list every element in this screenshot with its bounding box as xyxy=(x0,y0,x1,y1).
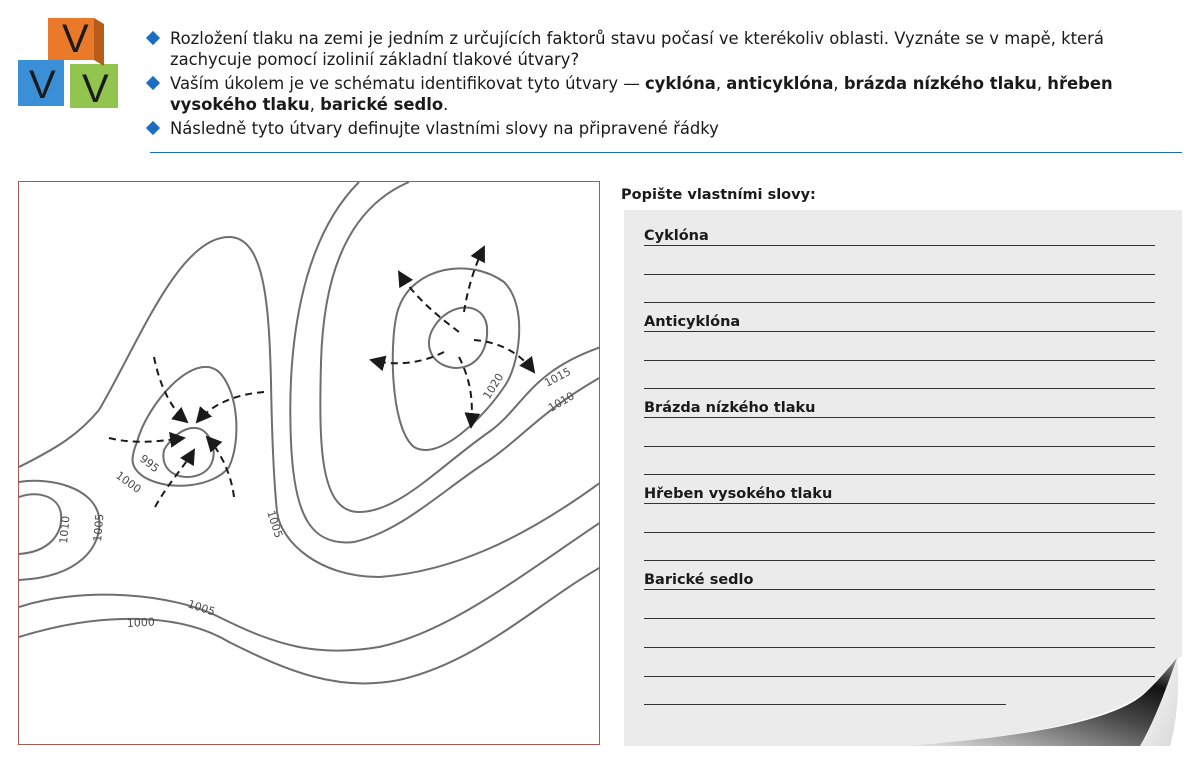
isobar-label-1000: 1000 xyxy=(113,468,144,496)
instruction-2: Vaším úkolem je ve schématu identifikovat tyto útvary — cyklóna, anticyklóna, brázda nízkého tlaku, hřeben vysokého tlaku, barické sedlo. xyxy=(146,73,1186,115)
term-ridge: hřeben vysokého tlaku xyxy=(170,74,1113,114)
note-label-cyclone: Cyklóna xyxy=(644,228,709,244)
notes-title: Popište vlastními slovy: xyxy=(621,187,816,203)
isobar-1015 xyxy=(320,182,600,512)
note-line[interactable] xyxy=(644,331,1155,332)
term-cyclone: cyklóna xyxy=(644,74,716,93)
note-line[interactable] xyxy=(644,360,1155,361)
page-curl-icon xyxy=(902,656,1182,746)
wind-arrow-high-2 xyxy=(464,247,484,312)
note-label-col: Barické sedlo xyxy=(644,572,754,588)
term-trough: brázda nízkého tlaku xyxy=(843,74,1037,93)
logo-letter-3: V xyxy=(82,67,109,111)
note-line[interactable] xyxy=(644,503,1155,504)
diamond-bullet-icon xyxy=(146,76,160,90)
isobar-995 xyxy=(163,428,213,477)
wind-arrow-cyclone-1 xyxy=(154,357,187,422)
header-divider xyxy=(150,152,1182,153)
isobar-label-1020: 1020 xyxy=(480,370,507,402)
isobar-label-1005: 1005 xyxy=(264,508,286,540)
note-line[interactable] xyxy=(644,245,1155,246)
logo-letter-2: V xyxy=(29,63,56,107)
note-label-anticyclone: Anticyklóna xyxy=(644,314,741,330)
instructions xyxy=(146,28,1186,142)
note-line[interactable] xyxy=(644,647,1155,648)
note-line[interactable] xyxy=(644,560,1155,561)
isobar-map xyxy=(18,181,600,745)
diamond-bullet-icon xyxy=(146,121,160,135)
note-line[interactable] xyxy=(644,532,1155,533)
isobar-map-svg xyxy=(19,182,600,745)
isobar-1000-bottom xyxy=(19,567,600,684)
term-col: barické sedlo xyxy=(320,95,444,114)
note-line[interactable] xyxy=(644,446,1155,447)
term-anticyclone: anticyklóna xyxy=(726,74,834,93)
notes-panel xyxy=(624,210,1182,746)
isobar-label-1010-left: 1010 xyxy=(57,515,73,545)
note-line[interactable] xyxy=(644,589,1155,590)
instruction-1: Rozložení tlaku na zemi je jedním z určujících faktorů stavu počasí ve kterékoliv oblasti. Vyznáte se v mapě, která zachycuje pomocí izolinií základní tlakové útvary? xyxy=(146,28,1186,70)
wind-arrow-high-3 xyxy=(474,340,534,372)
isobar-1005-bottom xyxy=(19,522,600,651)
note-line[interactable] xyxy=(644,417,1155,418)
logo-cubes xyxy=(14,14,124,114)
isobar-label-1015: 1015 xyxy=(542,365,574,390)
note-line[interactable] xyxy=(644,302,1155,303)
note-line[interactable] xyxy=(644,618,1155,619)
diamond-bullet-icon xyxy=(146,31,160,45)
note-line[interactable] xyxy=(644,274,1155,275)
note-line[interactable] xyxy=(644,474,1155,475)
note-label-trough: Brázda nízkého tlaku xyxy=(644,400,816,416)
isobar-label-1005-left: 1005 xyxy=(91,513,107,543)
isobar-inner-high xyxy=(429,307,487,367)
wind-arrow-cyclone-4 xyxy=(155,450,194,507)
wind-arrow-cyclone-5 xyxy=(109,438,184,442)
wind-arrow-cyclone-2 xyxy=(197,392,264,422)
wind-arrow-high-1 xyxy=(399,272,459,332)
instruction-3: Následně tyto útvary definujte vlastními slovy na připravené řádky xyxy=(146,118,1186,139)
wind-arrow-high-5 xyxy=(371,352,444,363)
logo-letter-1: V xyxy=(62,17,89,61)
isobar-1010-ridge xyxy=(290,182,600,542)
isobar-label-1005-bottom: 1005 xyxy=(186,597,217,619)
isobar-label-1000-bottom: 1000 xyxy=(126,615,156,630)
note-label-ridge: Hřeben vysokého tlaku xyxy=(644,486,833,502)
note-line[interactable] xyxy=(644,388,1155,389)
isobar-label-995: 995 xyxy=(137,452,162,476)
isobar-1010-left xyxy=(19,494,61,554)
isobar-label-1010-ridge: 1010 xyxy=(546,389,577,415)
